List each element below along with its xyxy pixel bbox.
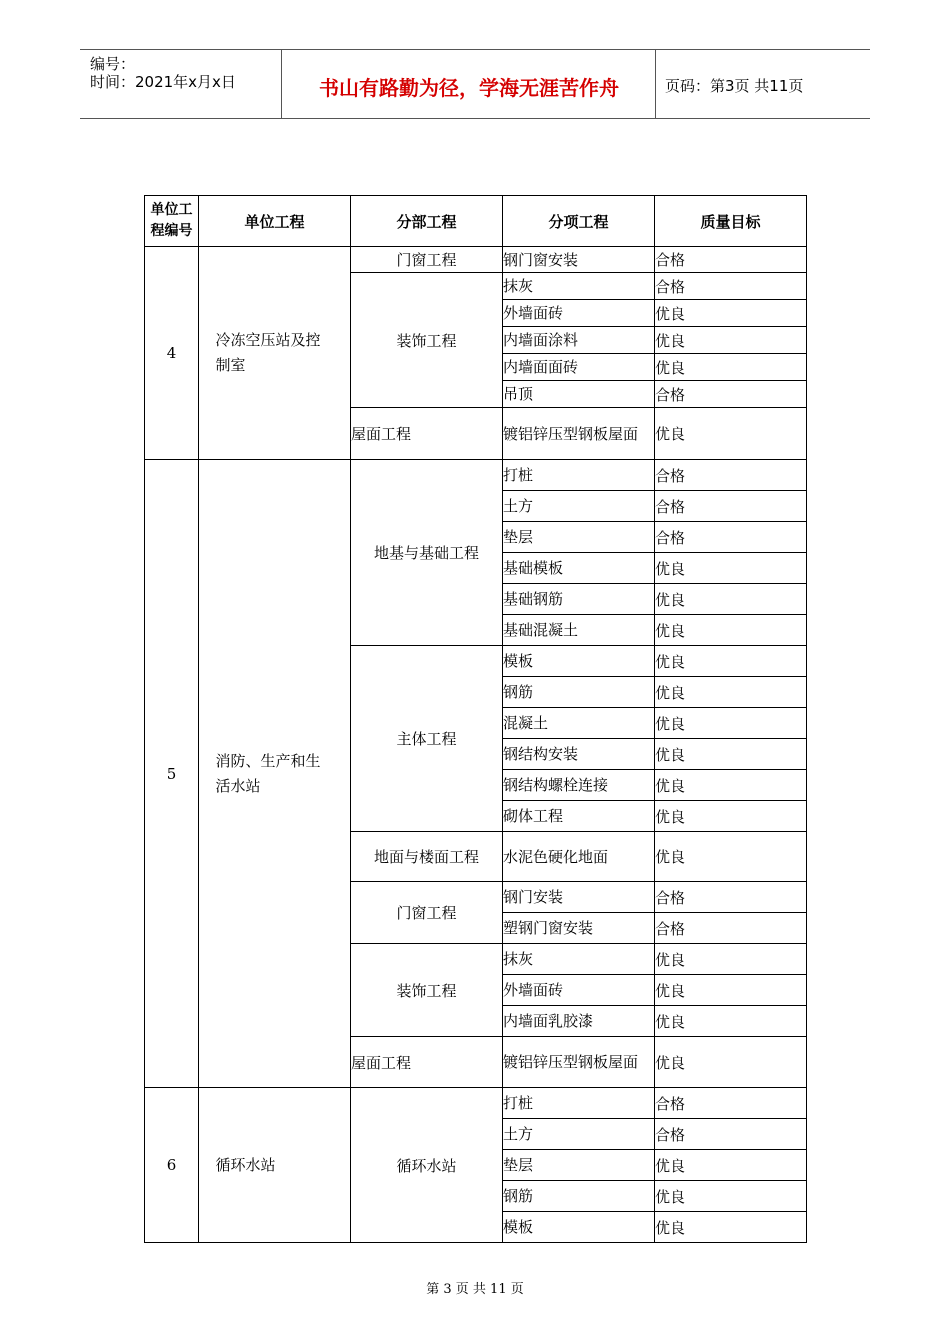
division-cell: 装饰工程: [351, 273, 503, 408]
division-cell: 主体工程: [351, 646, 503, 832]
quality-target-cell: 合格: [655, 273, 807, 300]
division-cell: 屋面工程: [351, 408, 503, 460]
division-cell: 装饰工程: [351, 944, 503, 1037]
sub-item-cell: 打桩: [503, 460, 655, 491]
col-quality-target: 质量目标: [655, 196, 807, 247]
sub-item-cell: 钢门安装: [503, 882, 655, 913]
quality-target-cell: 合格: [655, 522, 807, 553]
unit-name: 循环水站: [215, 1155, 276, 1174]
quality-target-table: [144, 195, 807, 1243]
division-cell: 门窗工程: [351, 882, 503, 944]
quality-target-cell: 优良: [655, 615, 807, 646]
quality-target-cell: 优良: [655, 708, 807, 739]
sub-item-cell: 基础模板: [503, 553, 655, 584]
quality-target-cell: 优良: [655, 832, 807, 882]
unit-number-cell: 5: [145, 460, 199, 1088]
quality-target-cell: 优良: [655, 584, 807, 615]
sub-item-cell: 塑钢门窗安装: [503, 913, 655, 944]
quality-target-cell: 合格: [655, 381, 807, 408]
quality-target-cell: 优良: [655, 1037, 807, 1088]
quality-target-cell: 优良: [655, 1150, 807, 1181]
sub-item-cell: 内墙面面砖: [503, 354, 655, 381]
sub-item-cell: 模板: [503, 646, 655, 677]
quality-target-cell: 优良: [655, 408, 807, 460]
date-label: 时间：2021年x月x日: [90, 73, 236, 91]
header-divider: [655, 50, 656, 118]
page-indicator: 页码：第3页 共11页: [665, 77, 804, 95]
unit-name-cell: [199, 247, 351, 460]
quality-target-cell: 合格: [655, 1088, 807, 1119]
unit-name-cell: [199, 460, 351, 1088]
quality-target-cell: 优良: [655, 646, 807, 677]
quality-target-cell: 优良: [655, 553, 807, 584]
quality-target-cell: 合格: [655, 491, 807, 522]
quality-target-cell: 合格: [655, 1119, 807, 1150]
sub-item-cell: 水泥色硬化地面: [503, 832, 655, 882]
page-header: [80, 49, 870, 119]
quality-target-cell: 合格: [655, 247, 807, 273]
sub-item-cell: 土方: [503, 1119, 655, 1150]
quality-target-cell: 优良: [655, 770, 807, 801]
quality-target-cell: 优良: [655, 300, 807, 327]
quality-target-cell: 优良: [655, 944, 807, 975]
division-cell: 地面与楼面工程: [351, 832, 503, 882]
quality-target-cell: 优良: [655, 975, 807, 1006]
sub-item-cell: 打桩: [503, 1088, 655, 1119]
sub-item-cell: 钢结构安装: [503, 739, 655, 770]
quality-target-cell: 合格: [655, 882, 807, 913]
sub-item-cell: 垫层: [503, 522, 655, 553]
quality-target-cell: 优良: [655, 677, 807, 708]
sub-item-cell: 抹灰: [503, 273, 655, 300]
quality-target-cell: 合格: [655, 913, 807, 944]
quality-target-cell: 合格: [655, 460, 807, 491]
quality-target-cell: 优良: [655, 354, 807, 381]
sub-item-cell: 钢门窗安装: [503, 247, 655, 273]
unit-name: 冷冻空压站及控制室: [215, 331, 321, 374]
col-unit-number: 单位工 程编号: [145, 196, 199, 247]
col-unit-project: 单位工程: [199, 196, 351, 247]
table-header-row: [145, 196, 807, 247]
sub-item-cell: 外墙面砖: [503, 975, 655, 1006]
unit-name: 消防、生产和生活水站: [215, 751, 321, 795]
unit-number-cell: 6: [145, 1088, 199, 1243]
sub-item-cell: 基础混凝土: [503, 615, 655, 646]
sub-item-cell: 基础钢筋: [503, 584, 655, 615]
division-cell: 循环水站: [351, 1088, 503, 1243]
unit-number-cell: 4: [145, 247, 199, 460]
unit-name-cell: [199, 1088, 351, 1243]
table-row: [145, 460, 807, 491]
sub-item-cell: 内墙面涂料: [503, 327, 655, 354]
sub-item-cell: 内墙面乳胶漆: [503, 1006, 655, 1037]
sub-item-cell: 镀铝锌压型钢板屋面: [503, 408, 655, 460]
quality-target-cell: 优良: [655, 1181, 807, 1212]
division-cell: 门窗工程: [351, 247, 503, 273]
division-cell: 屋面工程: [351, 1037, 503, 1088]
sub-item-cell: 钢筋: [503, 1181, 655, 1212]
sub-item-cell: 混凝土: [503, 708, 655, 739]
division-cell: 地基与基础工程: [351, 460, 503, 646]
table-row: [145, 247, 807, 273]
page-footer: 第 3 页 共 11 页: [426, 1282, 524, 1297]
col-sub-item: 分项工程: [503, 196, 655, 247]
header-meta: [90, 55, 236, 91]
quality-target-cell: 优良: [655, 1006, 807, 1037]
quality-target-cell: 优良: [655, 1212, 807, 1243]
sub-item-cell: 抹灰: [503, 944, 655, 975]
sub-item-cell: 外墙面砖: [503, 300, 655, 327]
sub-item-cell: 钢筋: [503, 677, 655, 708]
number-label: 编号：: [90, 55, 136, 73]
quality-target-cell: 优良: [655, 327, 807, 354]
quality-target-cell: 优良: [655, 739, 807, 770]
sub-item-cell: 垫层: [503, 1150, 655, 1181]
sub-item-cell: 镀铝锌压型钢板屋面: [503, 1037, 655, 1088]
header-motto: 书山有路勤为径，学海无涯苦作舟: [319, 76, 619, 100]
sub-item-cell: 模板: [503, 1212, 655, 1243]
sub-item-cell: 吊顶: [503, 381, 655, 408]
sub-item-cell: 砌体工程: [503, 801, 655, 832]
quality-target-cell: 优良: [655, 801, 807, 832]
table-row: [145, 1088, 807, 1119]
sub-item-cell: 土方: [503, 491, 655, 522]
sub-item-cell: 钢结构螺栓连接: [503, 770, 655, 801]
col-division: 分部工程: [351, 196, 503, 247]
